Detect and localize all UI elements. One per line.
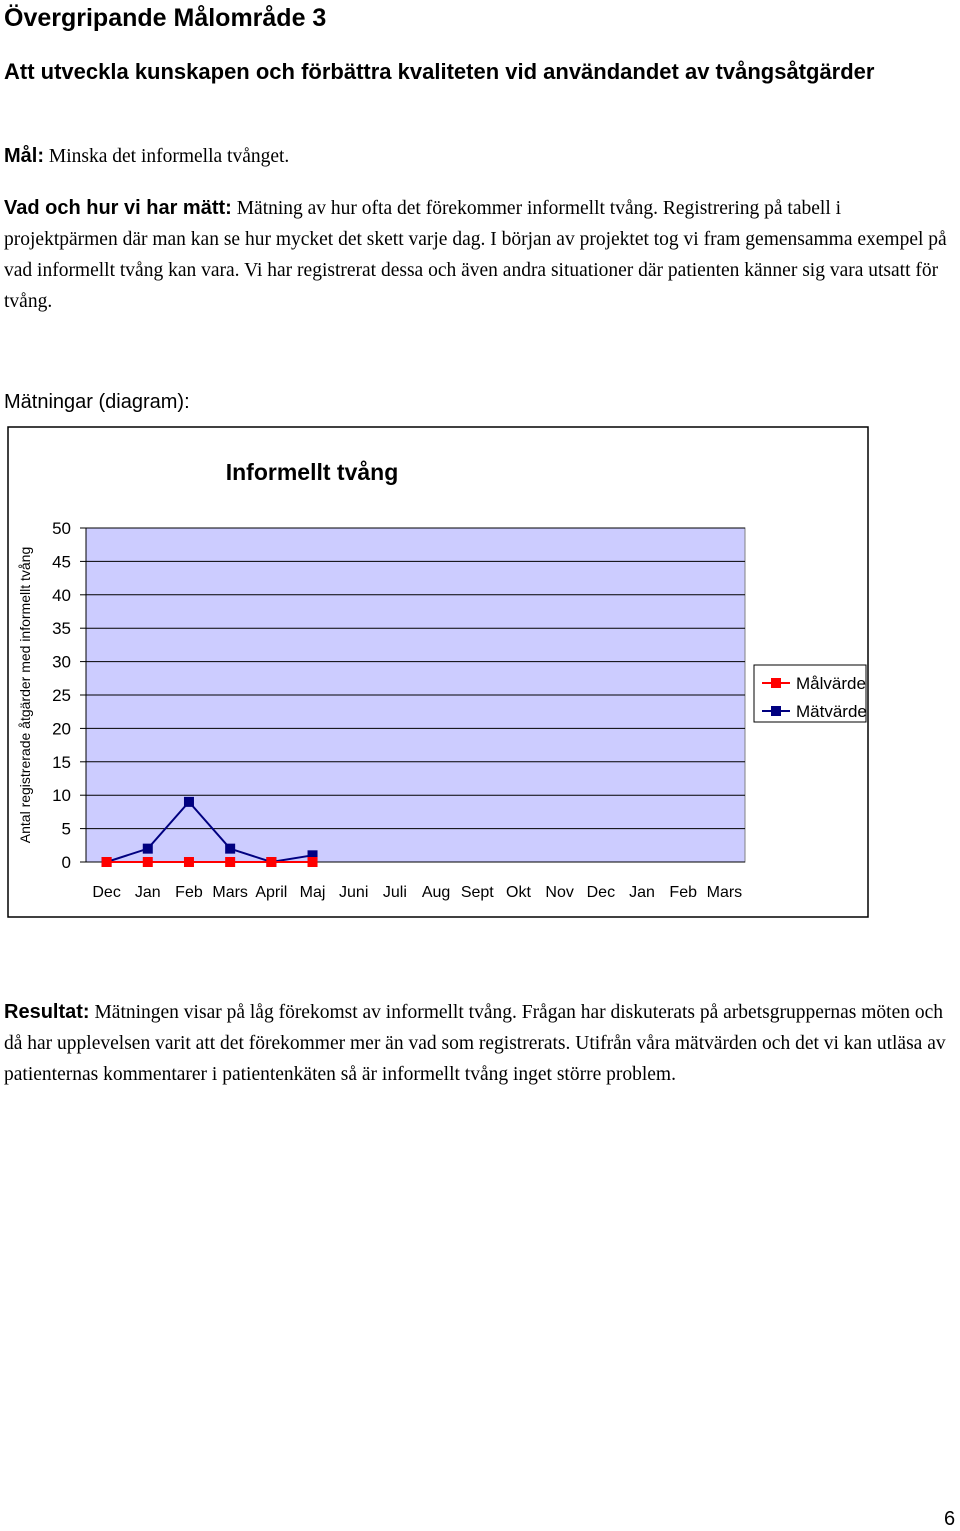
y-tick-label: 50 bbox=[52, 519, 71, 538]
method-text: Mätning av hur ofta det förekommer informellt tvång. Registrering på tabell i projektpärmen där man kan se hur mycket det skett varje dag. I början av projektet tog vi fram gemensamma exempel på vad informellt tvång kan vara. Vi har registrerat dessa och även andra situationer där patienten känner sig vara utsatt för tvång. bbox=[4, 198, 947, 312]
measurements-heading: Mätningar (diagram): bbox=[4, 391, 190, 413]
x-tick-label: April bbox=[255, 884, 288, 901]
x-tick-label: Juni bbox=[339, 884, 369, 901]
y-tick-label: 20 bbox=[52, 719, 71, 739]
y-tick-label: 45 bbox=[52, 552, 71, 572]
x-tick-label: Nov bbox=[545, 884, 574, 901]
x-tick-label: Maj bbox=[299, 884, 326, 901]
x-tick-label: Okt bbox=[506, 884, 531, 901]
goal-label: Mål: bbox=[4, 145, 44, 167]
result-label: Resultat: bbox=[4, 1001, 90, 1023]
legend-marker-matvarde bbox=[771, 706, 781, 716]
data-point-m-tv-rde bbox=[184, 797, 194, 807]
chart-title: Informellt tvång bbox=[225, 459, 399, 485]
x-tick-label: Aug bbox=[421, 884, 451, 901]
data-point-m-lv-rde bbox=[143, 857, 153, 867]
y-tick-label: 40 bbox=[52, 585, 71, 605]
data-point-m-tv-rde bbox=[225, 844, 235, 854]
page-number: 6 bbox=[944, 1508, 956, 1530]
goal-paragraph bbox=[4, 141, 954, 172]
page-heading: Övergripande Målområde 3 bbox=[4, 4, 327, 32]
y-tick-label: 35 bbox=[52, 619, 71, 639]
x-tick-label: Mars bbox=[706, 884, 743, 901]
method-label: Vad och hur vi har mätt: bbox=[4, 197, 232, 219]
y-tick-label: 5 bbox=[61, 819, 71, 839]
legend-marker-malvarde bbox=[771, 678, 781, 688]
x-tick-label: Feb bbox=[669, 884, 698, 901]
legend bbox=[754, 665, 867, 722]
x-tick-label: Mars bbox=[212, 884, 248, 901]
x-tick-label: Jan bbox=[134, 884, 161, 901]
goal-text: Minska det informella tvånget. bbox=[48, 146, 290, 167]
method-paragraph bbox=[4, 193, 954, 317]
x-tick-label: Dec bbox=[92, 884, 121, 901]
y-tick-label: 30 bbox=[52, 652, 71, 672]
x-tick-label: Dec bbox=[586, 884, 616, 901]
data-point-m-lv-rde bbox=[102, 857, 112, 867]
data-point-m-lv-rde bbox=[308, 857, 318, 867]
chart bbox=[0, 420, 960, 930]
result-text: Mätningen visar på låg förekomst av informellt tvång. Frågan har diskuterats på arbetsgruppernas möten och då har upplevelsen varit att det förekommer mer än vad som registrerats. Utifrån våra mätvärden och det vi kan utläsa av patienternas kommentarer i patientenkäten så är informellt tvång inget större problem. bbox=[4, 1002, 946, 1085]
x-tick-label: Jan bbox=[629, 884, 655, 901]
data-point-m-lv-rde bbox=[266, 857, 276, 867]
data-point-m-lv-rde bbox=[225, 857, 235, 867]
y-tick-label: 0 bbox=[61, 853, 71, 872]
x-tick-label: Feb bbox=[175, 884, 203, 901]
data-point-m-tv-rde bbox=[143, 844, 153, 854]
y-tick-label: 25 bbox=[52, 686, 71, 705]
data-point-m-lv-rde bbox=[184, 857, 194, 867]
page-subheading: Att utveckla kunskapen och förbättra kvaliteten vid användandet av tvångsåtgärder bbox=[4, 59, 875, 84]
legend-label-malvarde: Målvärde bbox=[796, 674, 866, 693]
y-tick-label: 15 bbox=[52, 752, 71, 772]
y-axis-label: Antal registrerade åtgärder med informellt tvång bbox=[17, 546, 33, 844]
y-tick-label: 10 bbox=[52, 786, 71, 806]
result-paragraph bbox=[4, 997, 954, 1090]
x-tick-label: Sept bbox=[460, 884, 494, 901]
legend-label-matvarde: Mätvärde bbox=[796, 702, 867, 721]
x-tick-label: Juli bbox=[382, 884, 407, 901]
